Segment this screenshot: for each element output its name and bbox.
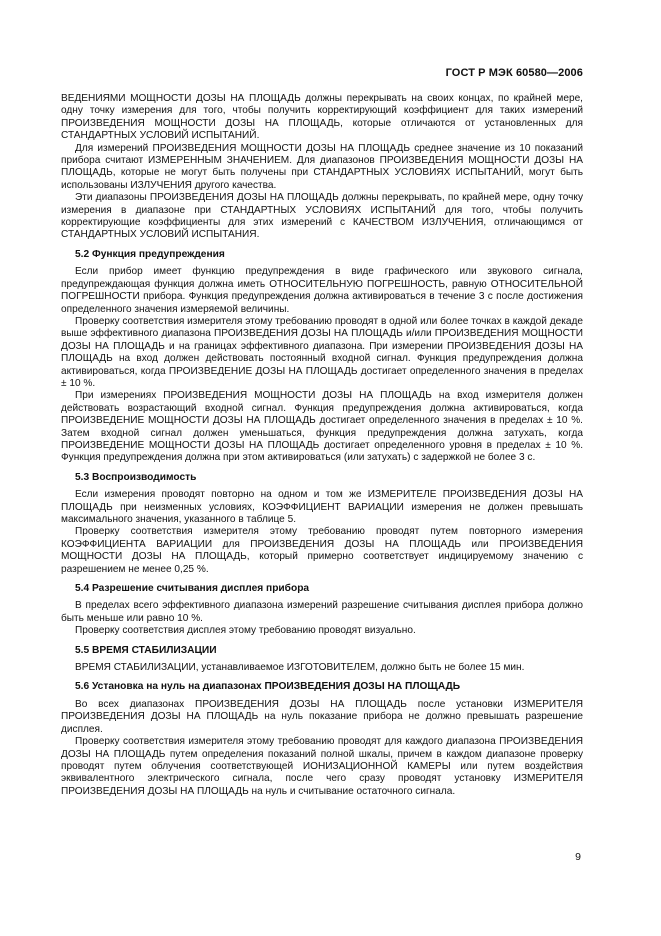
paragraph: Проверку соответствия дисплея этому требованию проводят визуально. <box>75 625 416 637</box>
paragraph: Проверку соответствия измерителя этому требованию проводят для каждого диапазона ПРОИЗВЕДЕНИЯ ДОЗЫ НА ПЛОЩАДЬ путем определения показаний полной шкалы, причем в каждом диапазоне проверку проводят путем облучения соответствующей ИОНИЗАЦИОННОЙ КАМЕРЫ или путем воздействия эквивалентного электрического сигнала, после чего сразу проводят установку ИЗМЕРИТЕЛЯ ПРОИЗВЕДЕНИЯ ДОЗЫ НА ПЛОЩАДЬ на нуль и считывание остаточного сигнала. <box>61 736 583 797</box>
paragraph: В пределах всего эффективного диапазона измерений разрешение считывания дисплея прибора должно быть меньше или равно 10 %. <box>61 600 583 624</box>
paragraph: Для измерений ПРОИЗВЕДЕНИЯ МОЩНОСТИ ДОЗЫ НА ПЛОЩАДЬ среднее значение из 10 показаний прибора считают ИЗМЕРЕННЫМ ЗНАЧЕНИЕМ. Для диапазонов ПРОИЗВЕДЕНИЯ МОЩНОСТИ ДОЗЫ НА ПЛОЩАДЬ, которые не могут быть получены при СТАНДАРТНЫХ УСЛОВИЯХ ИСПЫТАНИЙ, могут быть использованы ИЗЛУЧЕНИЯ другого качества. <box>61 142 583 191</box>
paragraph: ВЕДЕНИЯМИ МОЩНОСТИ ДОЗЫ НА ПЛОЩАДЬ должны перекрывать на своих концах, по крайней мере, одну точку измерения для того, чтобы получить корректирующий коэффициент для таких измерений ПРОИЗВЕДЕНИЯ МОЩНОСТИ ДОЗЫ НА ПЛОЩАДЬ, которые отличаются от установленных для СТАНДАРТНЫХ УСЛОВИЙ ИСПЫТАНИЙ. <box>61 93 583 142</box>
section-heading-5-3: 5.3 Воспроизводимость <box>75 471 197 483</box>
paragraph: ВРЕМЯ СТАБИЛИЗАЦИИ, устанавливаемое ИЗГОТОВИТЕЛЕМ, должно быть не более 15 мин. <box>75 662 525 674</box>
paragraph: Если измерения проводят повторно на одном и том же ИЗМЕРИТЕЛЕ ПРОИЗВЕДЕНИЯ ДОЗЫ НА ПЛОЩАДЬ при неизменных условиях, КОЭФФИЦИЕНТ ВАРИАЦИИ измерения не должен превышать максимального значения, указанного в таблице 5. <box>61 489 583 525</box>
document-body <box>61 93 583 798</box>
paragraph: Эти диапазоны ПРОИЗВЕДЕНИЯ ДОЗЫ НА ПЛОЩАДЬ должны перекрывать, по крайней мере, одну точку измерения в диапазоне при СТАНДАРТНЫХ УСЛОВИЯХ ИСПЫТАНИЙ для того, чтобы получить корректирующие коэффициенты для этих измерений с КАЧЕСТВОМ ИЗЛУЧЕНИЯ, отличающимся от СТАНДАРТНЫХ УСЛОВИЙ ИСПЫТАНИЯ. <box>61 192 583 241</box>
paragraph: Во всех диапазонах ПРОИЗВЕДЕНИЯ ДОЗЫ НА ПЛОЩАДЬ после установки ИЗМЕРИТЕЛЯ ПРОИЗВЕДЕНИЯ ДОЗЫ НА ПЛОЩАДЬ на нуль показание прибора не должно превышать разрешение дисплея. <box>61 698 583 735</box>
paragraph: При измерениях ПРОИЗВЕДЕНИЯ МОЩНОСТИ ДОЗЫ НА ПЛОЩАДЬ на вход измерителя должен действовать возрастающий входной сигнал. Функция предупреждения должна активироваться, когда ПРОИЗВЕДЕНИЕ МОЩНОСТИ ДОЗЫ НА ПЛОЩАДЬ достигает определенного значения в пределах ± 10 %. Затем входной сигнал должен уменьшаться, функция предупреждения должна затухать, когда ПРОИЗВЕДЕНИЕ МОЩНОСТИ ДОЗЫ НА ПЛОЩАДЬ достигает определенного уровня в пределах ± 10 %. Функция предупреждения должна при этом активироваться (или затухать) с задержкой не более 3 с. <box>61 390 583 464</box>
section-heading-5-4: 5.4 Разрешение считывания дисплея прибора <box>75 583 310 595</box>
section-heading-5-5: 5.5 ВРЕМЯ СТАБИЛИЗАЦИИ <box>75 644 217 656</box>
document-header: ГОСТ Р МЭК 60580—2006 <box>445 67 583 79</box>
section-heading-5-6: 5.6 Установка на нуль на диапазонах ПРОИЗВЕДЕНИЯ ДОЗЫ НА ПЛОЩАДЬ <box>75 681 461 693</box>
paragraph: Если прибор имеет функцию предупреждения в виде графического или звукового сигнала, предупреждающая функция должна иметь ОТНОСИТЕЛЬНУЮ ПОГРЕШНОСТЬ, равную ОТНОСИТЕЛЬНОЙ ПОГРЕШНОСТИ прибора. Функция предупреждения должна активироваться в течение 3 с после достижения определенного значения измеряемой величины. <box>61 266 583 315</box>
page-number: 9 <box>575 851 581 863</box>
paragraph: Проверку соответствия измерителя этому требованию проводят в одной или более точках в каждой декаде выше эффективного диапазона ПРОИЗВЕДЕНИЯ ДОЗЫ НА ПЛОЩАДЬ и/или ПРОИЗВЕДЕНИЯ МОЩНОСТИ ДОЗЫ НА ПЛОЩАДЬ и на границах эффективного диапазона. При измерении ПРОИЗВЕДЕНИЯ ДОЗЫ НА ПЛОЩАДЬ на вход должен действовать постоянный входной сигнал. Функция предупреждения должна активироваться, когда ПРОИЗВЕДЕНИЕ ДОЗЫ НА ПЛОЩАДЬ достигает определенного значения в пределах ± 10 %. <box>61 315 583 389</box>
paragraph: Проверку соответствия измерителя этому требованию проводят путем повторного измерения КОЭФФИЦИЕНТА ВАРИАЦИИ для ПРОИЗВЕДЕНИЯ ДОЗЫ НА ПЛОЩАДЬ или ПРОИЗВЕДЕНИЯ МОЩНОСТИ ДОЗЫ НА ПЛОЩАДЬ, который примерно соответствует индицируемому значению с разрешением не менее 0,25 %. <box>61 526 583 575</box>
section-heading-5-2: 5.2 Функция предупреждения <box>75 248 225 260</box>
